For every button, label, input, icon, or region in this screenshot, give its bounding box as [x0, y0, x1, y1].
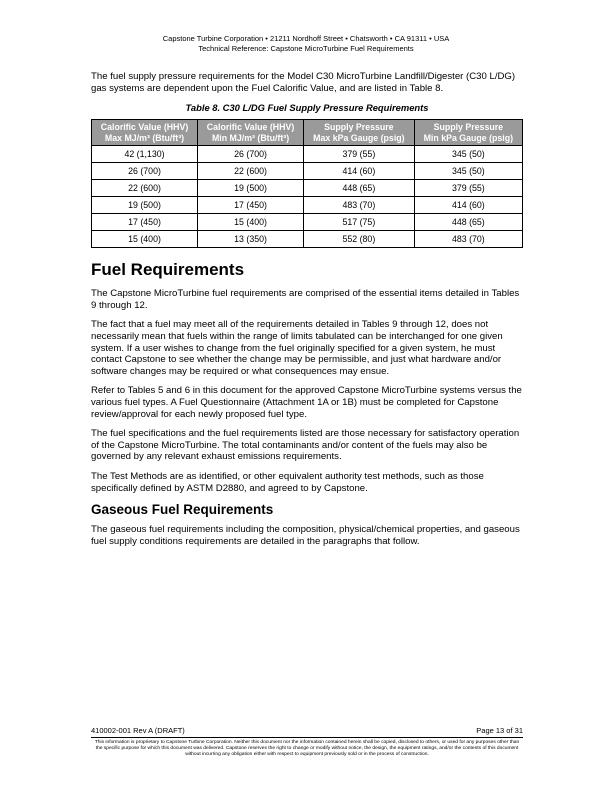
header-address: Capstone Turbine Corporation • 21211 Nordhoff Street • Chatsworth • CA 91311 • USA	[162, 34, 450, 43]
page-footer	[91, 726, 523, 759]
body-paragraph: Refer to Tables 5 and 6 in this document for the approved Capstone MicroTurbine systems versus the various fuel types. A Fuel Questionnaire (Attachment 1A or 1B) must be completed for Capstone review/approval for each newly proposed fuel type.	[91, 385, 522, 420]
col-header-min-pressure: Supply Pressure Min kPa Gauge (psig)	[414, 120, 522, 146]
table-cell: 15 (400)	[92, 231, 198, 248]
footer-doc-id: 410002-001 Rev A (DRAFT)	[91, 726, 185, 735]
header-doc-title: Technical Reference: Capstone MicroTurbine Fuel Requirements	[198, 44, 414, 53]
table-cell: 483 (70)	[304, 197, 415, 214]
main-content	[91, 71, 523, 555]
table-cell: 517 (75)	[304, 214, 415, 231]
body-paragraph: The fact that a fuel may meet all of the requirements detailed in Tables 9 through 12, does not necessarily mean that fuels within the range of limits tabulated can be interchanged for one given system. If a user wishes to change from the fuel originally specified for a given system, he must contact Capstone to see whether the change may be permissible, and just what hardware and/or software changes may be required or what consequences may ensue.	[91, 319, 503, 377]
table-cell: 345 (50)	[414, 146, 522, 163]
table-cell: 42 (1,130)	[92, 146, 198, 163]
table-cell: 19 (500)	[198, 180, 304, 197]
table-cell: 552 (80)	[304, 231, 415, 248]
table-row	[92, 197, 523, 214]
table-cell: 26 (700)	[198, 146, 304, 163]
table-cell: 22 (600)	[92, 180, 198, 197]
table-cell: 414 (60)	[304, 163, 415, 180]
table-caption: Table 8. C30 L/DG Fuel Supply Pressure Requirements	[185, 102, 429, 114]
table-cell: 379 (55)	[304, 146, 415, 163]
table-cell: 379 (55)	[414, 180, 522, 197]
footer-row	[91, 726, 523, 738]
table-header-row	[92, 120, 523, 146]
footer-proprietary-note: This information is proprietary to Capstone Turbine Corporation. Neither this document nor the information contained herein shall be copied, disclosed to others, or used for any purposes other than the specific purpose for which this document was delivered. Capstone reserves the right to change or modify without notice, the design, the equipment ratings, and/or the contents of this document without incurring any obligation either with respect to equipment previously sold or in the process of construction.	[94, 740, 520, 758]
body-paragraph: The Capstone MicroTurbine fuel requirements are comprised of the essential items detailed in Tables 9 through 12.	[91, 288, 520, 311]
col-header-max-calorific: Calorific Value (HHV) Max MJ/m³ (Btu/ft³)	[92, 120, 198, 146]
table-cell: 17 (450)	[198, 197, 304, 214]
body-paragraph: The gaseous fuel requirements including the composition, physical/chemical properties, and gaseous fuel supply conditions requirements are detailed in the paragraphs that follow.	[91, 524, 520, 547]
table-row	[92, 163, 523, 180]
table-cell: 448 (65)	[414, 214, 522, 231]
footer-page-number: Page 13 of 31	[476, 726, 523, 735]
body-paragraph: The Test Methods are as identified, or other equivalent authority test methods, such as those specifically defined by ASTM D2880, and agreed to by Capstone.	[91, 470, 484, 494]
table-cell: 17 (450)	[92, 214, 198, 231]
table-cell: 22 (600)	[198, 163, 304, 180]
table-cell: 15 (400)	[198, 214, 304, 231]
col-header-max-pressure: Supply Pressure Max kPa Gauge (psig)	[304, 120, 415, 146]
table-cell: 19 (500)	[92, 197, 198, 214]
body-paragraph: The fuel specifications and the fuel requirements listed are those necessary for satisfactory operation of the Capstone MicroTurbine. The total contaminants and/or content of the fuels may also be governed by any relevant exhaust emissions requirements.	[91, 428, 520, 463]
section-heading-fuel-requirements: Fuel Requirements	[91, 260, 245, 280]
section-heading-gaseous-fuel: Gaseous Fuel Requirements	[91, 502, 274, 518]
table-cell: 448 (65)	[304, 180, 415, 197]
table-cell: 13 (350)	[198, 231, 304, 248]
col-header-min-calorific: Calorific Value (HHV) Min MJ/m³ (Btu/ft³)	[198, 120, 304, 146]
pressure-table	[91, 119, 523, 248]
page-header	[0, 34, 612, 54]
table-row	[92, 180, 523, 197]
table-cell: 483 (70)	[414, 231, 522, 248]
table-cell: 414 (60)	[414, 197, 522, 214]
table-cell: 26 (700)	[92, 163, 198, 180]
table-row	[92, 146, 523, 163]
table-cell: 345 (50)	[414, 163, 522, 180]
table-row	[92, 231, 523, 248]
intro-paragraph: The fuel supply pressure requirements for the Model C30 MicroTurbine Landfill/Digester (C30 L/DG) gas systems are dependent upon the Fuel Calorific Value, and are listed in Table 8.	[91, 71, 516, 94]
table-row	[92, 214, 523, 231]
